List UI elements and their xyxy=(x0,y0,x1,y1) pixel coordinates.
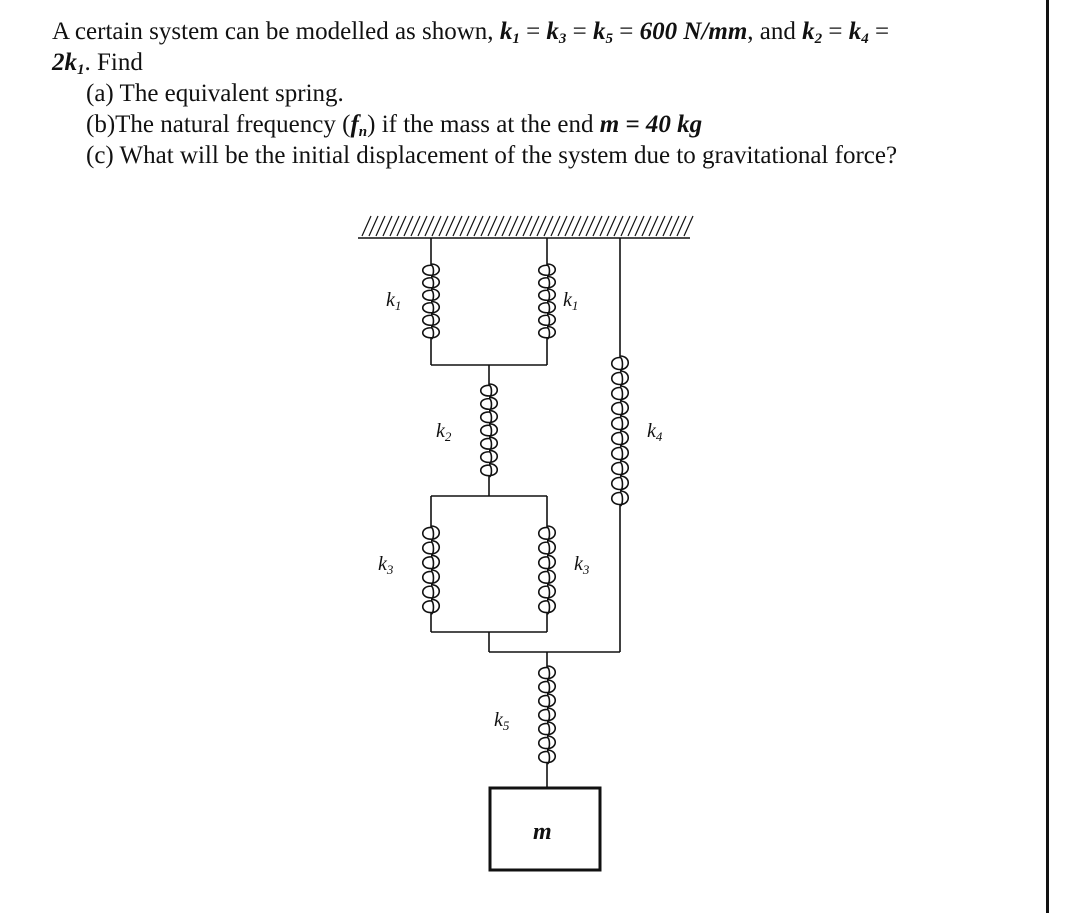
hatch-mark xyxy=(572,216,581,236)
hatch-mark xyxy=(565,216,574,236)
label-k4: $k_4$ xyxy=(647,420,663,444)
given-k2: k xyxy=(802,18,815,45)
spring-k4 xyxy=(612,350,629,512)
label-k5: $k_5$ xyxy=(494,709,510,733)
given-2k1-sub: 1 xyxy=(77,62,85,78)
hatch-mark xyxy=(390,216,399,236)
given-k4-sub: 4 xyxy=(861,31,869,47)
hatch-mark xyxy=(670,216,679,236)
hatch-mark xyxy=(369,216,378,236)
question-c-text: (c) What will be the initial displacement of the system due to gravitational force? xyxy=(86,142,898,169)
spring-coil xyxy=(481,378,498,483)
hatch-mark xyxy=(628,216,637,236)
hatch-mark xyxy=(411,216,420,236)
hatch-mark xyxy=(460,216,469,236)
hatch-mark xyxy=(635,216,644,236)
spring-k1-right xyxy=(539,258,556,345)
equals-3: = xyxy=(613,18,640,45)
hatch-mark xyxy=(376,216,385,236)
given-k5: k xyxy=(593,18,606,45)
spring-coil xyxy=(539,520,556,620)
hatch-mark xyxy=(558,216,567,236)
given-k3: k xyxy=(546,18,559,45)
spring-k2 xyxy=(481,378,498,483)
hatch-mark xyxy=(488,216,497,236)
intro-text: A certain system can be modelled as shown, xyxy=(52,18,500,45)
hatch-mark xyxy=(495,216,504,236)
hatch-mark xyxy=(516,216,525,236)
hatch-mark xyxy=(502,216,511,236)
hatch-mark xyxy=(586,216,595,236)
hatch-mark xyxy=(418,216,427,236)
hatch-mark xyxy=(446,216,455,236)
spring-coil xyxy=(423,520,440,620)
and-text: , and xyxy=(747,18,803,45)
hatch-mark xyxy=(383,216,392,236)
label-k3-right: $k_3$ xyxy=(574,553,590,577)
question-b-text: (b)The natural frequency ( xyxy=(86,111,351,138)
question-b-mid: ) if the mass at the end xyxy=(367,111,600,138)
spring-k3-right xyxy=(539,520,556,620)
given-stiffness-value: 600 N/mm xyxy=(639,18,748,45)
hatch-mark xyxy=(537,216,546,236)
hatch-mark xyxy=(467,216,476,236)
hatch-mark xyxy=(684,216,693,236)
spring-k1-left xyxy=(423,258,440,345)
ceiling-hatch xyxy=(362,216,693,236)
diagram-lines xyxy=(358,216,693,870)
spring-k5 xyxy=(539,660,556,770)
hatch-mark xyxy=(432,216,441,236)
given-k2-sub: 2 xyxy=(814,31,823,47)
hatch-mark xyxy=(614,216,623,236)
given-k1-sub: 1 xyxy=(512,31,520,47)
hatch-mark xyxy=(509,216,518,236)
spring-coil xyxy=(539,660,556,770)
hatch-mark xyxy=(453,216,462,236)
symbol-f-sub-n: n xyxy=(358,124,368,140)
mass-label: m xyxy=(533,819,552,845)
label-k2: $k_2$ xyxy=(436,420,452,444)
hatch-mark xyxy=(677,216,686,236)
hatch-mark xyxy=(600,216,609,236)
spring-coil xyxy=(423,258,440,345)
equals-2: = xyxy=(566,18,594,45)
label-k1-left: $k_1$ xyxy=(386,289,402,313)
hatch-mark xyxy=(397,216,406,236)
hatch-mark xyxy=(362,216,371,236)
hatch-mark xyxy=(481,216,490,236)
hatch-mark xyxy=(621,216,630,236)
hatch-mark xyxy=(649,216,658,236)
equals-5: = xyxy=(868,18,890,45)
given-k5-sub: 5 xyxy=(605,31,614,47)
given-k4: k xyxy=(848,18,862,45)
hatch-mark xyxy=(530,216,539,236)
hatch-mark xyxy=(607,216,616,236)
hatch-mark xyxy=(593,216,602,236)
equals-4: = xyxy=(822,18,849,45)
spring-coil xyxy=(612,350,629,512)
hatch-mark xyxy=(439,216,448,236)
spring-coil xyxy=(539,258,556,345)
find-text: . Find xyxy=(84,49,143,76)
hatch-mark xyxy=(544,216,553,236)
given-2k1: 2k xyxy=(52,49,77,76)
hatch-mark xyxy=(656,216,665,236)
hatch-mark xyxy=(404,216,413,236)
given-k3-sub: 3 xyxy=(558,31,567,47)
hatch-mark xyxy=(579,216,588,236)
given-k1: k xyxy=(499,18,513,45)
symbol-f: f xyxy=(350,111,359,138)
hatch-mark xyxy=(642,216,651,236)
hatch-mark xyxy=(425,216,434,236)
hatch-mark xyxy=(663,216,672,236)
spring-k3-left xyxy=(423,520,440,620)
equals-1: = xyxy=(519,18,547,45)
mass-value: m = 40 kg xyxy=(599,111,703,138)
hatch-mark xyxy=(523,216,532,236)
question-a-text: (a) The equivalent spring. xyxy=(86,80,344,107)
label-k1-right: $k_1$ xyxy=(563,289,579,313)
hatch-mark xyxy=(551,216,560,236)
label-k3-left: $k_3$ xyxy=(378,553,394,577)
hatch-mark xyxy=(474,216,483,236)
